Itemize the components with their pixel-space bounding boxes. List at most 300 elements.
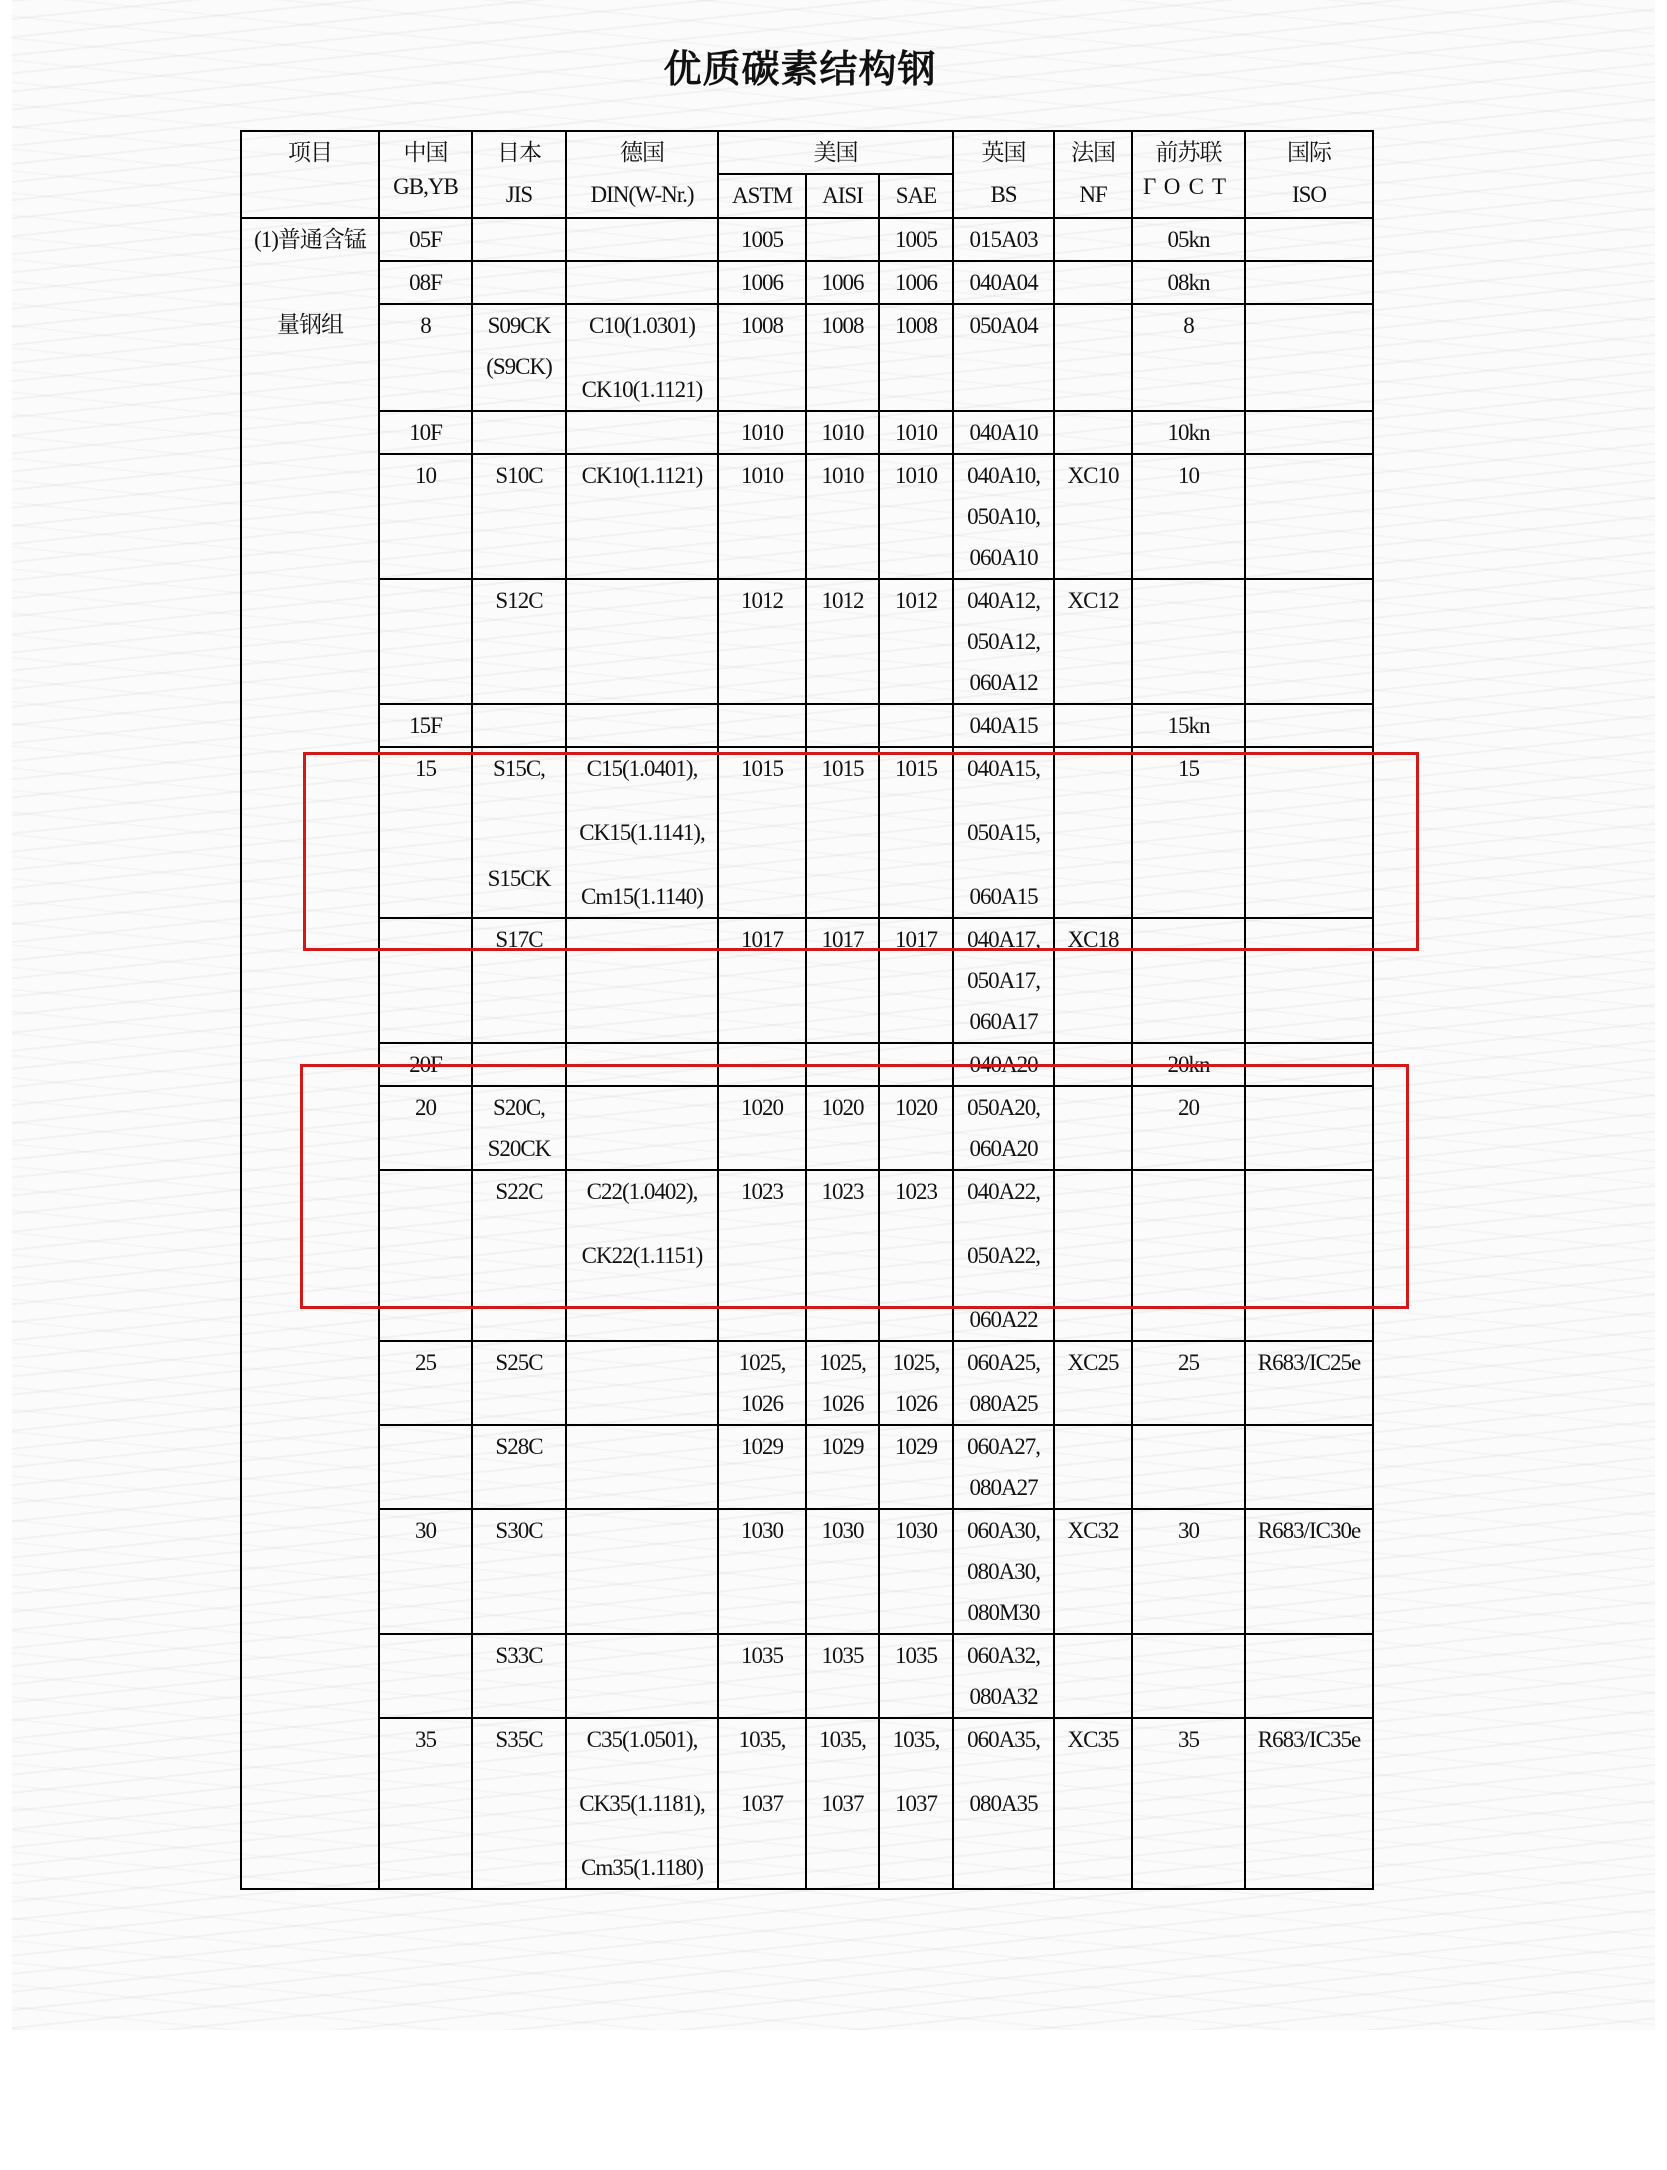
china-grade-cell: 15F: [379, 704, 472, 747]
project-cell: (1)普通含锰: [241, 218, 379, 261]
iso-grade-cell: [1245, 261, 1373, 304]
jis-grade-line: S17C: [495, 927, 543, 952]
china-grade-cell: 30: [379, 1509, 472, 1634]
gost-grade-line: 15: [1178, 756, 1200, 781]
astm-grade-cell: [718, 1043, 806, 1086]
iso-grade-cell: [1245, 1086, 1373, 1170]
sae-grade-line: 1035,: [892, 1727, 940, 1752]
nf-grade-cell: [1054, 1425, 1132, 1509]
project-cell: [241, 704, 379, 747]
sae-grade-cell: [879, 579, 953, 704]
header-japan-code: JIS: [472, 174, 566, 218]
nf-grade-line: XC32: [1067, 1518, 1119, 1543]
din-grade-cell: [566, 1425, 718, 1509]
bs-grade-line: 080A30,: [967, 1559, 1040, 1584]
jis-grade-cell: [472, 918, 566, 1043]
astm-grade-line: 1012: [741, 588, 783, 613]
iso-grade-line: R683/IC30e: [1257, 1518, 1361, 1543]
bs-grade-line: [954, 1212, 1053, 1235]
project-cell: [241, 454, 379, 579]
china-grade-cell: 05F: [379, 218, 472, 261]
gost-grade-cell: [1132, 1425, 1245, 1509]
bs-grade-cell: [953, 454, 1054, 579]
astm-grade-line: 1005: [741, 227, 783, 252]
bs-grade-line: 080A27: [969, 1475, 1038, 1500]
sae-grade-line: 1015: [895, 756, 937, 781]
astm-grade-cell: [718, 1509, 806, 1634]
astm-grade-cell: [718, 1086, 806, 1170]
aisi-grade-line: 1030: [821, 1518, 864, 1543]
bs-grade-line: 040A04: [969, 270, 1038, 295]
aisi-grade-cell: [806, 261, 879, 304]
astm-grade-line: 1025,: [738, 1350, 786, 1375]
sae-grade-line: 1010: [895, 463, 937, 488]
bs-grade-line: 040A22,: [967, 1179, 1040, 1204]
bs-grade-cell: [953, 218, 1054, 261]
jis-grade-line: S33C: [495, 1643, 543, 1668]
astm-grade-cell: [718, 1634, 806, 1718]
project-cell: [241, 1170, 379, 1341]
table-row: [241, 579, 1373, 704]
sae-grade-line: 1008: [895, 313, 937, 338]
aisi-grade-cell: [806, 1086, 879, 1170]
astm-grade-cell: [718, 918, 806, 1043]
jis-grade-cell: [472, 579, 566, 704]
astm-grade-cell: [718, 1425, 806, 1509]
nf-grade-line: XC10: [1067, 463, 1119, 488]
nf-grade-line: XC12: [1067, 588, 1119, 613]
jis-grade-cell: [472, 218, 566, 261]
din-grade-line: C15(1.0401),: [586, 756, 698, 781]
bs-grade-cell: [953, 1341, 1054, 1425]
aisi-grade-line: 1023: [821, 1179, 864, 1204]
bs-grade-line: 060A35,: [967, 1727, 1040, 1752]
jis-grade-cell: [472, 454, 566, 579]
astm-grade-cell: [718, 704, 806, 747]
china-grade-cell: 20F: [379, 1043, 472, 1086]
nf-grade-cell: [1054, 1509, 1132, 1634]
aisi-grade-cell: [806, 1341, 879, 1425]
bs-grade-line: 040A15,: [967, 756, 1040, 781]
project-cell: [241, 579, 379, 704]
header-astm: ASTM: [718, 174, 806, 218]
iso-grade-cell: [1245, 747, 1373, 918]
iso-grade-cell: [1245, 1043, 1373, 1086]
jis-grade-line: S09CK: [487, 313, 551, 338]
astm-grade-cell: [718, 1718, 806, 1889]
bs-grade-cell: [953, 1509, 1054, 1634]
jis-grade-cell: [472, 1634, 566, 1718]
iso-grade-cell: [1245, 704, 1373, 747]
bs-grade-line: 080A25: [969, 1391, 1038, 1416]
iso-grade-line: R683/IC25e: [1257, 1350, 1361, 1375]
jis-grade-cell: [472, 1341, 566, 1425]
header-project: 项目: [241, 131, 379, 174]
sae-grade-cell: [879, 218, 953, 261]
din-grade-cell: [566, 1170, 718, 1341]
aisi-grade-line: 1020: [821, 1095, 864, 1120]
aisi-grade-line: 1029: [821, 1434, 864, 1459]
iso-grade-cell: [1245, 1509, 1373, 1634]
bs-grade-cell: [953, 704, 1054, 747]
gost-grade-line: 25: [1178, 1350, 1200, 1375]
sae-grade-cell: [879, 454, 953, 579]
sae-grade-line: 1006: [895, 270, 937, 295]
gost-grade-cell: [1132, 1509, 1245, 1634]
jis-grade-cell: [472, 304, 566, 411]
nf-grade-cell: [1054, 1086, 1132, 1170]
bs-grade-cell: [953, 1718, 1054, 1889]
nf-grade-line: XC35: [1067, 1727, 1119, 1752]
bs-grade-line: 080A35: [969, 1791, 1038, 1816]
jis-grade-line: [473, 835, 565, 858]
bs-grade-line: 015A03: [969, 227, 1038, 252]
sae-grade-cell: [879, 1341, 953, 1425]
sae-grade-line: 1037: [895, 1791, 937, 1816]
header-china: 中国: [379, 131, 472, 174]
din-grade-line: CK15(1.1141),: [579, 820, 705, 845]
aisi-grade-cell: [806, 454, 879, 579]
header-ussr: 前苏联: [1132, 131, 1245, 174]
astm-grade-cell: [718, 304, 806, 411]
sae-grade-line: 1035: [895, 1643, 937, 1668]
bs-grade-line: [954, 853, 1053, 876]
gost-grade-cell: [1132, 1043, 1245, 1086]
astm-grade-line: 1035: [741, 1643, 783, 1668]
gost-grade-cell: [1132, 704, 1245, 747]
table-row: [241, 704, 1373, 747]
jis-grade-cell: [472, 704, 566, 747]
bs-grade-line: 080A32: [969, 1684, 1038, 1709]
jis-grade-line: S25C: [495, 1350, 543, 1375]
project-cell: [241, 1718, 379, 1889]
china-grade-cell: 15: [379, 747, 472, 918]
gost-grade-cell: [1132, 1634, 1245, 1718]
jis-grade-line: S30C: [495, 1518, 543, 1543]
din-grade-cell: [566, 1043, 718, 1086]
jis-grade-line: S20CK: [487, 1136, 551, 1161]
iso-grade-cell: [1245, 1425, 1373, 1509]
sae-grade-line: 1029: [895, 1434, 937, 1459]
din-grade-line: Cm15(1.1140): [581, 884, 703, 909]
gost-grade-line: 10: [1178, 463, 1200, 488]
din-grade-cell: [566, 704, 718, 747]
astm-grade-line: 1020: [741, 1095, 783, 1120]
sae-grade-cell: [879, 1425, 953, 1509]
jis-grade-line: [473, 789, 565, 812]
aisi-grade-cell: [806, 304, 879, 411]
din-grade-line: C22(1.0402),: [586, 1179, 698, 1204]
china-grade-cell: [379, 579, 472, 704]
bs-grade-cell: [953, 261, 1054, 304]
aisi-grade-line: 1006: [821, 270, 864, 295]
din-grade-cell: [566, 261, 718, 304]
project-cell: [241, 1425, 379, 1509]
steel-grade-table: [240, 130, 1374, 1890]
nf-grade-line: XC25: [1067, 1350, 1119, 1375]
iso-grade-cell: [1245, 1341, 1373, 1425]
bs-grade-line: 050A04: [969, 313, 1038, 338]
table-row: [241, 304, 1373, 411]
header-aisi: AISI: [806, 174, 879, 218]
china-grade-cell: [379, 1425, 472, 1509]
astm-grade-cell: [718, 218, 806, 261]
aisi-grade-cell: [806, 918, 879, 1043]
sae-grade-line: 1010: [895, 420, 937, 445]
aisi-grade-line: 1010: [821, 420, 864, 445]
sae-grade-line: 1005: [895, 227, 937, 252]
aisi-grade-line: 1035,: [819, 1727, 866, 1752]
gost-grade-line: 08kn: [1167, 270, 1210, 295]
table-row: [241, 1170, 1373, 1341]
sae-grade-cell: [879, 1170, 953, 1341]
bs-grade-line: 040A10,: [967, 463, 1040, 488]
astm-grade-line: 1010: [741, 463, 783, 488]
astm-grade-line: 1010: [741, 420, 783, 445]
gost-grade-line: 15kn: [1167, 713, 1210, 738]
china-grade-cell: 25: [379, 1341, 472, 1425]
header-france-code: NF: [1054, 174, 1132, 218]
project-cell: 量钢组: [241, 304, 379, 411]
iso-grade-cell: [1245, 411, 1373, 454]
astm-grade-cell: [718, 747, 806, 918]
bs-grade-cell: [953, 1086, 1054, 1170]
astm-grade-line: [719, 1760, 805, 1783]
bs-grade-line: 060A15: [969, 884, 1038, 909]
header-intl: 国际: [1245, 131, 1373, 174]
bs-grade-line: 040A15: [969, 713, 1038, 738]
bs-grade-cell: [953, 1634, 1054, 1718]
din-grade-cell: [566, 218, 718, 261]
sae-grade-cell: [879, 918, 953, 1043]
bs-grade-line: 060A22: [969, 1307, 1038, 1332]
table-row: [241, 454, 1373, 579]
bs-grade-line: 060A27,: [967, 1434, 1040, 1459]
header-uk-code: BS: [953, 174, 1054, 218]
din-grade-line: C35(1.0501),: [586, 1727, 698, 1752]
din-grade-cell: [566, 1086, 718, 1170]
din-grade-line: [567, 346, 717, 369]
project-cell: [241, 1043, 379, 1086]
header-row-top: [241, 131, 1373, 174]
sae-grade-line: 1017: [895, 927, 937, 952]
jis-grade-cell: [472, 411, 566, 454]
table-row: [241, 1341, 1373, 1425]
china-grade-cell: [379, 1170, 472, 1341]
din-grade-cell: [566, 747, 718, 918]
bs-grade-line: [954, 1276, 1053, 1299]
din-grade-line: [567, 1760, 717, 1783]
jis-grade-cell: [472, 1509, 566, 1634]
sae-grade-line: 1020: [895, 1095, 937, 1120]
jis-grade-line: S28C: [495, 1434, 543, 1459]
jis-grade-line: (S9CK): [486, 354, 552, 379]
aisi-grade-cell: [806, 1718, 879, 1889]
aisi-grade-line: 1008: [821, 313, 864, 338]
din-grade-cell: [566, 411, 718, 454]
china-grade-cell: 8: [379, 304, 472, 411]
nf-grade-cell: [1054, 1718, 1132, 1889]
gost-grade-cell: [1132, 1170, 1245, 1341]
iso-grade-cell: [1245, 304, 1373, 411]
header-uk: 英国: [953, 131, 1054, 174]
bs-grade-line: 060A25,: [967, 1350, 1040, 1375]
din-grade-cell: [566, 1341, 718, 1425]
iso-grade-cell: [1245, 579, 1373, 704]
gost-grade-cell: [1132, 304, 1245, 411]
sae-grade-line: 1025,: [892, 1350, 940, 1375]
jis-grade-cell: [472, 1170, 566, 1341]
china-grade-cell: 10: [379, 454, 472, 579]
project-cell: [241, 1341, 379, 1425]
din-grade-line: [567, 1212, 717, 1235]
nf-grade-cell: [1054, 1341, 1132, 1425]
din-grade-line: [567, 853, 717, 876]
jis-grade-line: S15C,: [493, 756, 545, 781]
din-grade-line: CK10(1.1121): [581, 463, 703, 488]
iso-grade-cell: [1245, 454, 1373, 579]
iso-grade-cell: [1245, 218, 1373, 261]
aisi-grade-cell: [806, 218, 879, 261]
jis-grade-line: [473, 812, 565, 835]
nf-grade-cell: [1054, 704, 1132, 747]
project-cell: [241, 747, 379, 918]
aisi-grade-cell: [806, 1170, 879, 1341]
astm-grade-line: 1008: [741, 313, 783, 338]
jis-grade-cell: [472, 1425, 566, 1509]
table-row: [241, 1634, 1373, 1718]
iso-grade-cell: [1245, 918, 1373, 1043]
gost-grade-cell: [1132, 1341, 1245, 1425]
nf-grade-cell: [1054, 454, 1132, 579]
din-grade-line: [567, 1824, 717, 1847]
din-grade-cell: [566, 304, 718, 411]
aisi-grade-cell: [806, 579, 879, 704]
jis-grade-line: S35C: [495, 1727, 543, 1752]
din-grade-cell: [566, 579, 718, 704]
iso-grade-cell: [1245, 1718, 1373, 1889]
gost-grade-line: 20: [1178, 1095, 1200, 1120]
sae-grade-cell: [879, 1086, 953, 1170]
bs-grade-line: 060A10: [969, 545, 1038, 570]
bs-grade-line: 040A17,: [967, 927, 1040, 952]
bs-grade-line: 080M30: [967, 1600, 1040, 1625]
table-row: [241, 918, 1373, 1043]
table-row: [241, 261, 1373, 304]
china-grade-cell: [379, 1634, 472, 1718]
din-grade-cell: [566, 454, 718, 579]
iso-grade-cell: [1245, 1170, 1373, 1341]
sae-grade-line: 1030: [895, 1518, 937, 1543]
header-france: 法国: [1054, 131, 1132, 174]
bs-grade-line: 050A22,: [967, 1243, 1040, 1268]
bs-grade-cell: [953, 411, 1054, 454]
din-grade-line: C10(1.0301): [589, 313, 695, 338]
aisi-grade-line: 1025,: [819, 1350, 866, 1375]
astm-grade-line: 1015: [741, 756, 783, 781]
china-grade-cell: 08F: [379, 261, 472, 304]
bs-grade-line: 040A10: [969, 420, 1038, 445]
gost-grade-cell: [1132, 918, 1245, 1043]
astm-grade-line: 1029: [741, 1434, 783, 1459]
nf-grade-cell: [1054, 261, 1132, 304]
jis-grade-cell: [472, 261, 566, 304]
gost-grade-cell: [1132, 261, 1245, 304]
sae-grade-line: 1012: [895, 588, 937, 613]
aisi-grade-line: 1026: [821, 1391, 864, 1416]
astm-grade-line: 1023: [741, 1179, 783, 1204]
sae-grade-cell: [879, 704, 953, 747]
aisi-grade-line: 1035: [821, 1643, 864, 1668]
gost-grade-cell: [1132, 218, 1245, 261]
sae-grade-cell: [879, 747, 953, 918]
gost-grade-cell: [1132, 454, 1245, 579]
project-cell: [241, 918, 379, 1043]
aisi-grade-line: 1017: [821, 927, 864, 952]
jis-grade-line: S10C: [495, 463, 543, 488]
bs-grade-cell: [953, 1043, 1054, 1086]
bs-grade-line: 050A15,: [967, 820, 1040, 845]
bs-grade-line: 040A20: [969, 1052, 1038, 1077]
bs-grade-cell: [953, 1425, 1054, 1509]
aisi-grade-cell: [806, 704, 879, 747]
din-grade-cell: [566, 1634, 718, 1718]
gost-grade-cell: [1132, 411, 1245, 454]
table-row: [241, 1086, 1373, 1170]
project-cell: [241, 411, 379, 454]
bs-grade-line: 060A30,: [967, 1518, 1040, 1543]
gost-grade-cell: [1132, 1086, 1245, 1170]
china-grade-cell: 10F: [379, 411, 472, 454]
bs-grade-line: 050A12,: [967, 629, 1040, 654]
bs-grade-line: 060A20: [969, 1136, 1038, 1161]
astm-grade-cell: [718, 1170, 806, 1341]
gost-grade-line: 8: [1183, 313, 1194, 338]
nf-grade-line: XC18: [1067, 927, 1119, 952]
table-row: [241, 1718, 1373, 1889]
gost-grade-cell: [1132, 579, 1245, 704]
din-grade-line: CK35(1.1181),: [579, 1791, 705, 1816]
gost-grade-line: 05kn: [1167, 227, 1210, 252]
jis-grade-cell: [472, 747, 566, 918]
gost-grade-line: 35: [1178, 1727, 1200, 1752]
bs-grade-line: 050A10,: [967, 504, 1040, 529]
table-row: [241, 218, 1373, 261]
page-title: 优质碳素结构钢: [663, 49, 937, 91]
project-cell: [241, 1634, 379, 1718]
table-row: [241, 1425, 1373, 1509]
table-row: [241, 747, 1373, 918]
din-grade-cell: [566, 918, 718, 1043]
bs-grade-cell: [953, 1170, 1054, 1341]
project-cell: [241, 261, 379, 304]
astm-grade-cell: [718, 411, 806, 454]
bs-grade-cell: [953, 304, 1054, 411]
bs-grade-line: 060A32,: [967, 1643, 1040, 1668]
sae-grade-cell: [879, 1043, 953, 1086]
project-cell: [241, 1086, 379, 1170]
china-grade-cell: [379, 918, 472, 1043]
jis-grade-cell: [472, 1043, 566, 1086]
aisi-grade-line: 1012: [821, 588, 864, 613]
astm-grade-cell: [718, 1341, 806, 1425]
aisi-grade-cell: [806, 1043, 879, 1086]
aisi-grade-cell: [806, 747, 879, 918]
header-intl-code: ISO: [1245, 174, 1373, 218]
header-germany-code: DIN(W-Nr.): [566, 174, 718, 218]
jis-grade-cell: [472, 1718, 566, 1889]
aisi-grade-cell: [806, 1634, 879, 1718]
